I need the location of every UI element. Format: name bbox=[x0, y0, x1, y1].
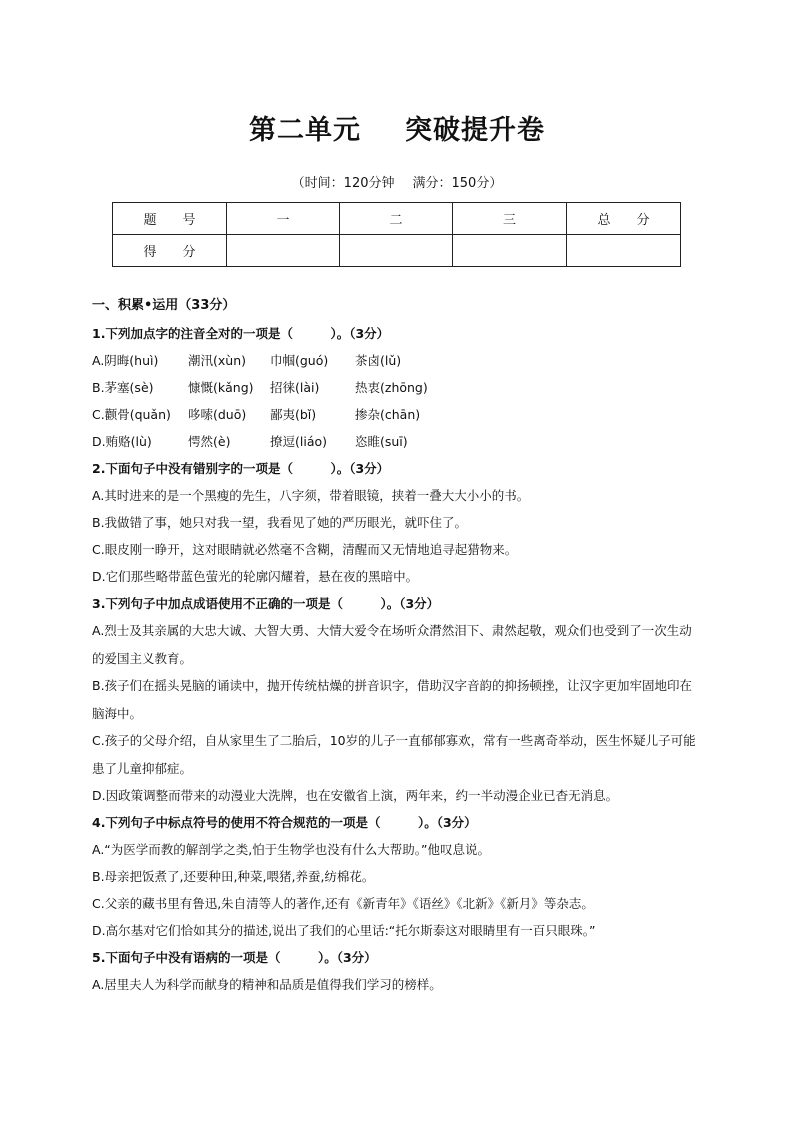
score-header-two: 二 bbox=[340, 203, 453, 235]
question-1-option-c bbox=[92, 407, 704, 423]
q1-c-word-3: 鄙夷(bǐ) bbox=[270, 407, 317, 422]
question-3-option-b: B.孩子们在摇头晃脑的诵读中，抛开传统枯燥的拼音识字，借助汉字音韵的抑扬顿挫，让汉字更加牢固地印在脑海中。 bbox=[92, 678, 693, 721]
exam-subtitle bbox=[0, 172, 794, 191]
question-4-option-c: C.父亲的藏书里有鲁迅,朱自清等人的著作,还有《新青年》《语丝》《北新》《新月》等杂志。 bbox=[92, 896, 594, 911]
score-table-header-row bbox=[113, 203, 681, 235]
score-table-score-row bbox=[113, 235, 681, 267]
q1-d-word-4: 恣睢(suī) bbox=[355, 434, 408, 449]
score-cell-one bbox=[227, 235, 340, 267]
q1-b-word-1: B.茅塞(sè) bbox=[92, 380, 154, 395]
question-1-option-a bbox=[92, 353, 704, 369]
title-unit: 第二单元 bbox=[249, 115, 361, 146]
q1-a-word-3: 巾帼(guó) bbox=[270, 353, 329, 368]
score-cell-two bbox=[340, 235, 453, 267]
question-2-option-d: D.它们那些略带蓝色萤光的轮廓闪耀着，悬在夜的黑暗中。 bbox=[92, 569, 419, 584]
score-header-one: 一 bbox=[227, 203, 340, 235]
score-row-label: 得 分 bbox=[113, 235, 227, 267]
question-3-option-c: C.孩子的父母介绍，自从家里生了二胎后，10岁的儿子一直郁郁寡欢，常有一些离奇举动，医生怀疑儿子可能患了儿童抑郁症。 bbox=[92, 733, 696, 776]
question-5-stem: 5.下面句子中没有语病的一项是（ ）。（3分） bbox=[92, 950, 377, 965]
score-table bbox=[112, 202, 681, 267]
q1-b-word-4: 热衷(zhōng) bbox=[355, 380, 428, 395]
section-heading: 一、积累•运用（33分） bbox=[92, 298, 236, 313]
q1-c-word-4: 掺杂(chān) bbox=[355, 407, 421, 422]
time-limit: （时间：120分钟 bbox=[291, 176, 395, 191]
q1-c-word-1: C.颧骨(quǎn) bbox=[92, 407, 171, 422]
score-header-three: 三 bbox=[453, 203, 567, 235]
exam-title bbox=[0, 108, 794, 147]
q1-d-word-3: 撩逗(liáo) bbox=[270, 434, 328, 449]
q1-a-word-1: A.阴晦(huì) bbox=[92, 353, 159, 368]
score-cell-three bbox=[453, 235, 567, 267]
question-2-stem: 2.下面句子中没有错别字的一项是（ ）。（3分） bbox=[92, 461, 390, 476]
question-4-option-a: A.“为医学而教的解剖学之类,怕于生物学也没有什么大帮助。”他叹息说。 bbox=[92, 842, 490, 857]
question-3-option-d: D.因政策调整而带来的动漫业大洗牌，也在安徽省上演，两年来，约一半动漫企业已杳无消息。 bbox=[92, 788, 619, 803]
score-header-total: 总 分 bbox=[567, 203, 681, 235]
question-2-option-c: C.眼皮刚一睁开，这对眼睛就必然毫不含糊，清醒而又无情地追寻起猎物来。 bbox=[92, 542, 518, 557]
question-1-option-d bbox=[92, 434, 704, 450]
question-4-stem: 4.下列句子中标点符号的使用不符合规范的一项是（ ）。（3分） bbox=[92, 815, 477, 830]
full-score: 满分：150分） bbox=[412, 176, 503, 191]
question-2-option-b: B.我做错了事，她只对我一望，我看见了她的严历眼光，就吓住了。 bbox=[92, 515, 468, 530]
question-3-option-a: A.烈士及其亲属的大忠大诚、大智大勇、大情大爱令在场听众潸然泪下、肃然起敬，观众们也受到了一次生动的爱国主义教育。 bbox=[92, 623, 692, 666]
section-one bbox=[92, 298, 704, 1004]
question-1-stem: 1.下列加点字的注音全对的一项是（ ）。（3分） bbox=[92, 326, 390, 341]
q1-b-word-2: 慷慨(kǎng) bbox=[188, 380, 254, 395]
question-1-option-b bbox=[92, 380, 704, 396]
q1-c-word-2: 哆嗦(duō) bbox=[188, 407, 247, 422]
question-2-option-a: A.其时进来的是一个黑瘦的先生，八字须，带着眼镜，挟着一叠大大小小的书。 bbox=[92, 488, 530, 503]
question-4-option-d: D.高尔基对它们恰如其分的描述,说出了我们的心里话:“托尔斯泰这对眼睛里有一百只眼珠。” bbox=[92, 923, 596, 938]
q1-d-word-2: 愕然(è) bbox=[188, 434, 231, 449]
q1-a-word-4: 茶卤(lǔ) bbox=[355, 353, 402, 368]
score-cell-total bbox=[567, 235, 681, 267]
q1-a-word-2: 潮汛(xùn) bbox=[188, 353, 246, 368]
q1-b-word-3: 招徕(lài) bbox=[270, 380, 320, 395]
score-header-number: 题 号 bbox=[113, 203, 227, 235]
title-name: 突破提升卷 bbox=[405, 115, 545, 146]
question-5-option-a: A.居里夫人为科学而献身的精神和品质是值得我们学习的榜样。 bbox=[92, 977, 442, 992]
question-3-stem: 3.下列句子中加点成语使用不正确的一项是（ ）。（3分） bbox=[92, 596, 440, 611]
question-4-option-b: B.母亲把饭煮了,还要种田,种菜,喂猪,养蚕,纺棉花。 bbox=[92, 869, 375, 884]
q1-d-word-1: D.贿赂(lù) bbox=[92, 434, 152, 449]
